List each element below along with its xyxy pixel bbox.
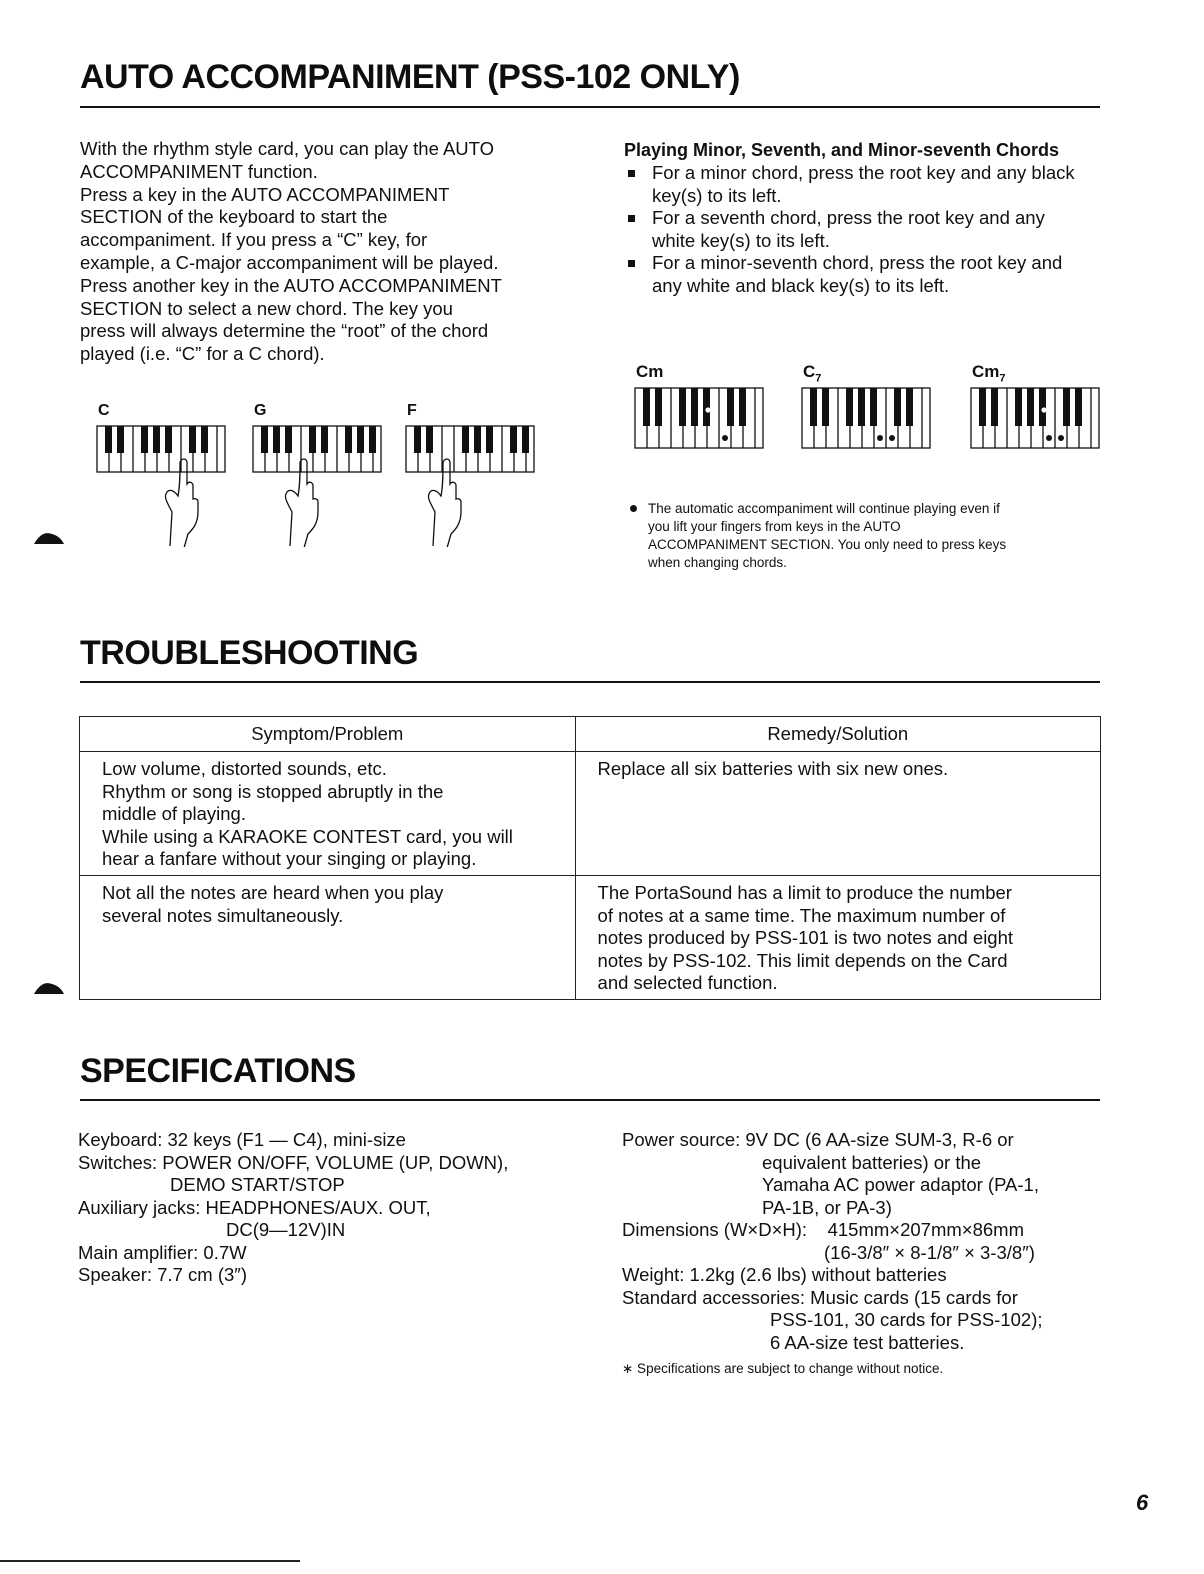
chord-bullet: For a seventh chord, press the root key and any white key(s) to its left.: [624, 207, 1084, 252]
section-title-auto-accompaniment: AUTO ACCOMPANIMENT (PSS-102 ONLY): [80, 58, 740, 96]
text-line: SECTION to select a new chord. The key you: [80, 297, 453, 319]
table-header-row: [80, 717, 1101, 752]
spec-line: Standard accessories: Music cards (15 cards for: [622, 1286, 1018, 1308]
chord-bullet: For a minor chord, press the root key and any black key(s) to its left.: [624, 162, 1084, 207]
cell-line: and selected function.: [597, 972, 778, 994]
table-header: Symptom/Problem: [80, 717, 576, 752]
section-title-specifications: SPECIFICATIONS: [80, 1052, 356, 1090]
text-line: SECTION of the keyboard to start the: [80, 206, 388, 228]
section-rule: [80, 1099, 1100, 1101]
spec-line: Main amplifier: 0.7W: [78, 1241, 247, 1263]
spec-line: Yamaha AC power adaptor (PA-1,: [762, 1174, 1039, 1195]
note-bullet-icon: [630, 505, 637, 512]
remedy-cell: [575, 752, 1100, 876]
spec-line: equivalent batteries) or the: [762, 1151, 982, 1173]
cell-line: While using a KARAOKE CONTEST card, you will: [102, 825, 513, 847]
table-header: Remedy/Solution: [575, 717, 1100, 752]
spec-line: Dimensions (W×D×H): 415mm×207mm×86mm: [622, 1219, 1024, 1240]
auto-accompaniment-note: [648, 500, 1098, 572]
text-line: accompaniment. If you press a “C” key, for: [80, 229, 428, 251]
text-line: Press another key in the AUTO ACCOMPANIMENT: [80, 274, 502, 296]
text-line: played (i.e. “C” for a C chord).: [80, 343, 325, 365]
cell-line: notes by PSS-102. This limit depends on the Card: [597, 949, 1008, 971]
spec-line: Keyboard: 32 keys (F1 — C4), mini-size: [78, 1129, 406, 1150]
chord-label-cm: Cm: [636, 362, 664, 381]
cell-line: notes produced by PSS-101 is two notes and eight: [597, 927, 1014, 949]
table-row: [80, 875, 1101, 999]
section-rule: [80, 106, 1100, 108]
chords-heading: Playing Minor, Seventh, and Minor-seventh Chords: [624, 140, 1060, 160]
cell-line: middle of playing.: [102, 803, 246, 825]
troubleshooting-table: [79, 716, 1101, 1000]
spec-line: Switches: POWER ON/OFF, VOLUME (UP, DOWN),: [78, 1151, 509, 1173]
spec-line: PSS-101, 30 cards for PSS-102);: [770, 1309, 1043, 1330]
chord-bullet-list: [624, 162, 1084, 298]
binding-mark: [32, 978, 66, 998]
text-line: Press a key in the AUTO ACCOMPANIMENT: [80, 183, 450, 205]
spec-footnote: ∗ Specifications are subject to change without notice.: [622, 1361, 944, 1376]
symptom-cell: [80, 752, 576, 876]
chord-keyboard-cm7: [970, 386, 1104, 452]
text-line: press will always determine the “root” of the chord: [80, 320, 489, 342]
cell-line: Replace all six batteries with six new ones.: [597, 758, 949, 779]
chord-label-cm7: $Cm_7$: [972, 362, 1006, 385]
keyboard-illustration-g: [252, 422, 384, 547]
chord-label-c7: $C_7$: [803, 362, 822, 385]
cell-line: Not all the notes are heard when you play: [102, 881, 444, 903]
remedy-cell: [575, 875, 1100, 999]
text-line: ACCOMPANIMENT function.: [80, 160, 318, 182]
spec-line: DC(9—12V)IN: [226, 1219, 346, 1240]
cell-line: of notes at a same time. The maximum number of: [597, 904, 1006, 926]
note-line: ACCOMPANIMENT SECTION. You only need to press keys: [648, 537, 1007, 552]
spec-line: Auxiliary jacks: HEADPHONES/AUX. OUT,: [78, 1196, 431, 1218]
cell-line: The PortaSound has a limit to produce the number: [597, 881, 1012, 903]
cell-line: several notes simultaneously.: [102, 904, 344, 926]
cell-line: Rhythm or song is stopped abruptly in the: [102, 780, 444, 802]
key-label-g: G: [254, 402, 267, 419]
section-rule: [80, 681, 1100, 683]
note-line: when changing chords.: [648, 555, 787, 570]
binding-mark: [32, 528, 66, 548]
symptom-cell: [80, 875, 576, 999]
spec-line: (16-3/8″ × 8-1/8″ × 3-3/8″): [824, 1241, 1035, 1263]
spec-line: DEMO START/STOP: [170, 1174, 345, 1195]
spec-line: 6 AA-size test batteries.: [770, 1331, 965, 1353]
spec-line: PA-1B, or PA-3): [762, 1196, 892, 1218]
table-row: [80, 752, 1101, 876]
specs-right-column: [622, 1129, 1043, 1381]
key-label-f: F: [407, 402, 417, 419]
spec-line: Power source: 9V DC (6 AA-size SUM-3, R-6 or: [622, 1129, 1014, 1150]
note-line: you lift your fingers from keys in the AUTO: [648, 519, 901, 534]
keyboard-illustration-f: [405, 422, 537, 547]
text-line: example, a C-major accompaniment will be played.: [80, 251, 499, 273]
cell-line: hear a fanfare without your singing or playing.: [102, 848, 477, 870]
chord-keyboard-c7: [801, 386, 935, 452]
section-title-troubleshooting: TROUBLESHOOTING: [80, 634, 419, 672]
cell-line: Low volume, distorted sounds, etc.: [102, 758, 387, 779]
key-label-c: C: [98, 402, 110, 419]
spec-line: Speaker: 7.7 cm (3″): [78, 1264, 248, 1285]
page-number: 6: [1136, 1490, 1149, 1515]
chord-keyboard-cm: [634, 386, 766, 452]
note-line: The automatic accompaniment will continue playing even if: [648, 501, 1000, 516]
specs-left-column: [78, 1129, 508, 1287]
bottom-edge-line: [0, 1560, 300, 1562]
keyboard-illustration-c: [96, 422, 228, 547]
chord-bullet: For a minor-seventh chord, press the root key and any white and black key(s) to its left.: [624, 252, 1084, 297]
auto-accompaniment-text: [80, 138, 580, 366]
text-line: With the rhythm style card, you can play the AUTO: [80, 138, 495, 159]
spec-line: Weight: 1.2kg (2.6 lbs) without batteries: [622, 1264, 947, 1285]
